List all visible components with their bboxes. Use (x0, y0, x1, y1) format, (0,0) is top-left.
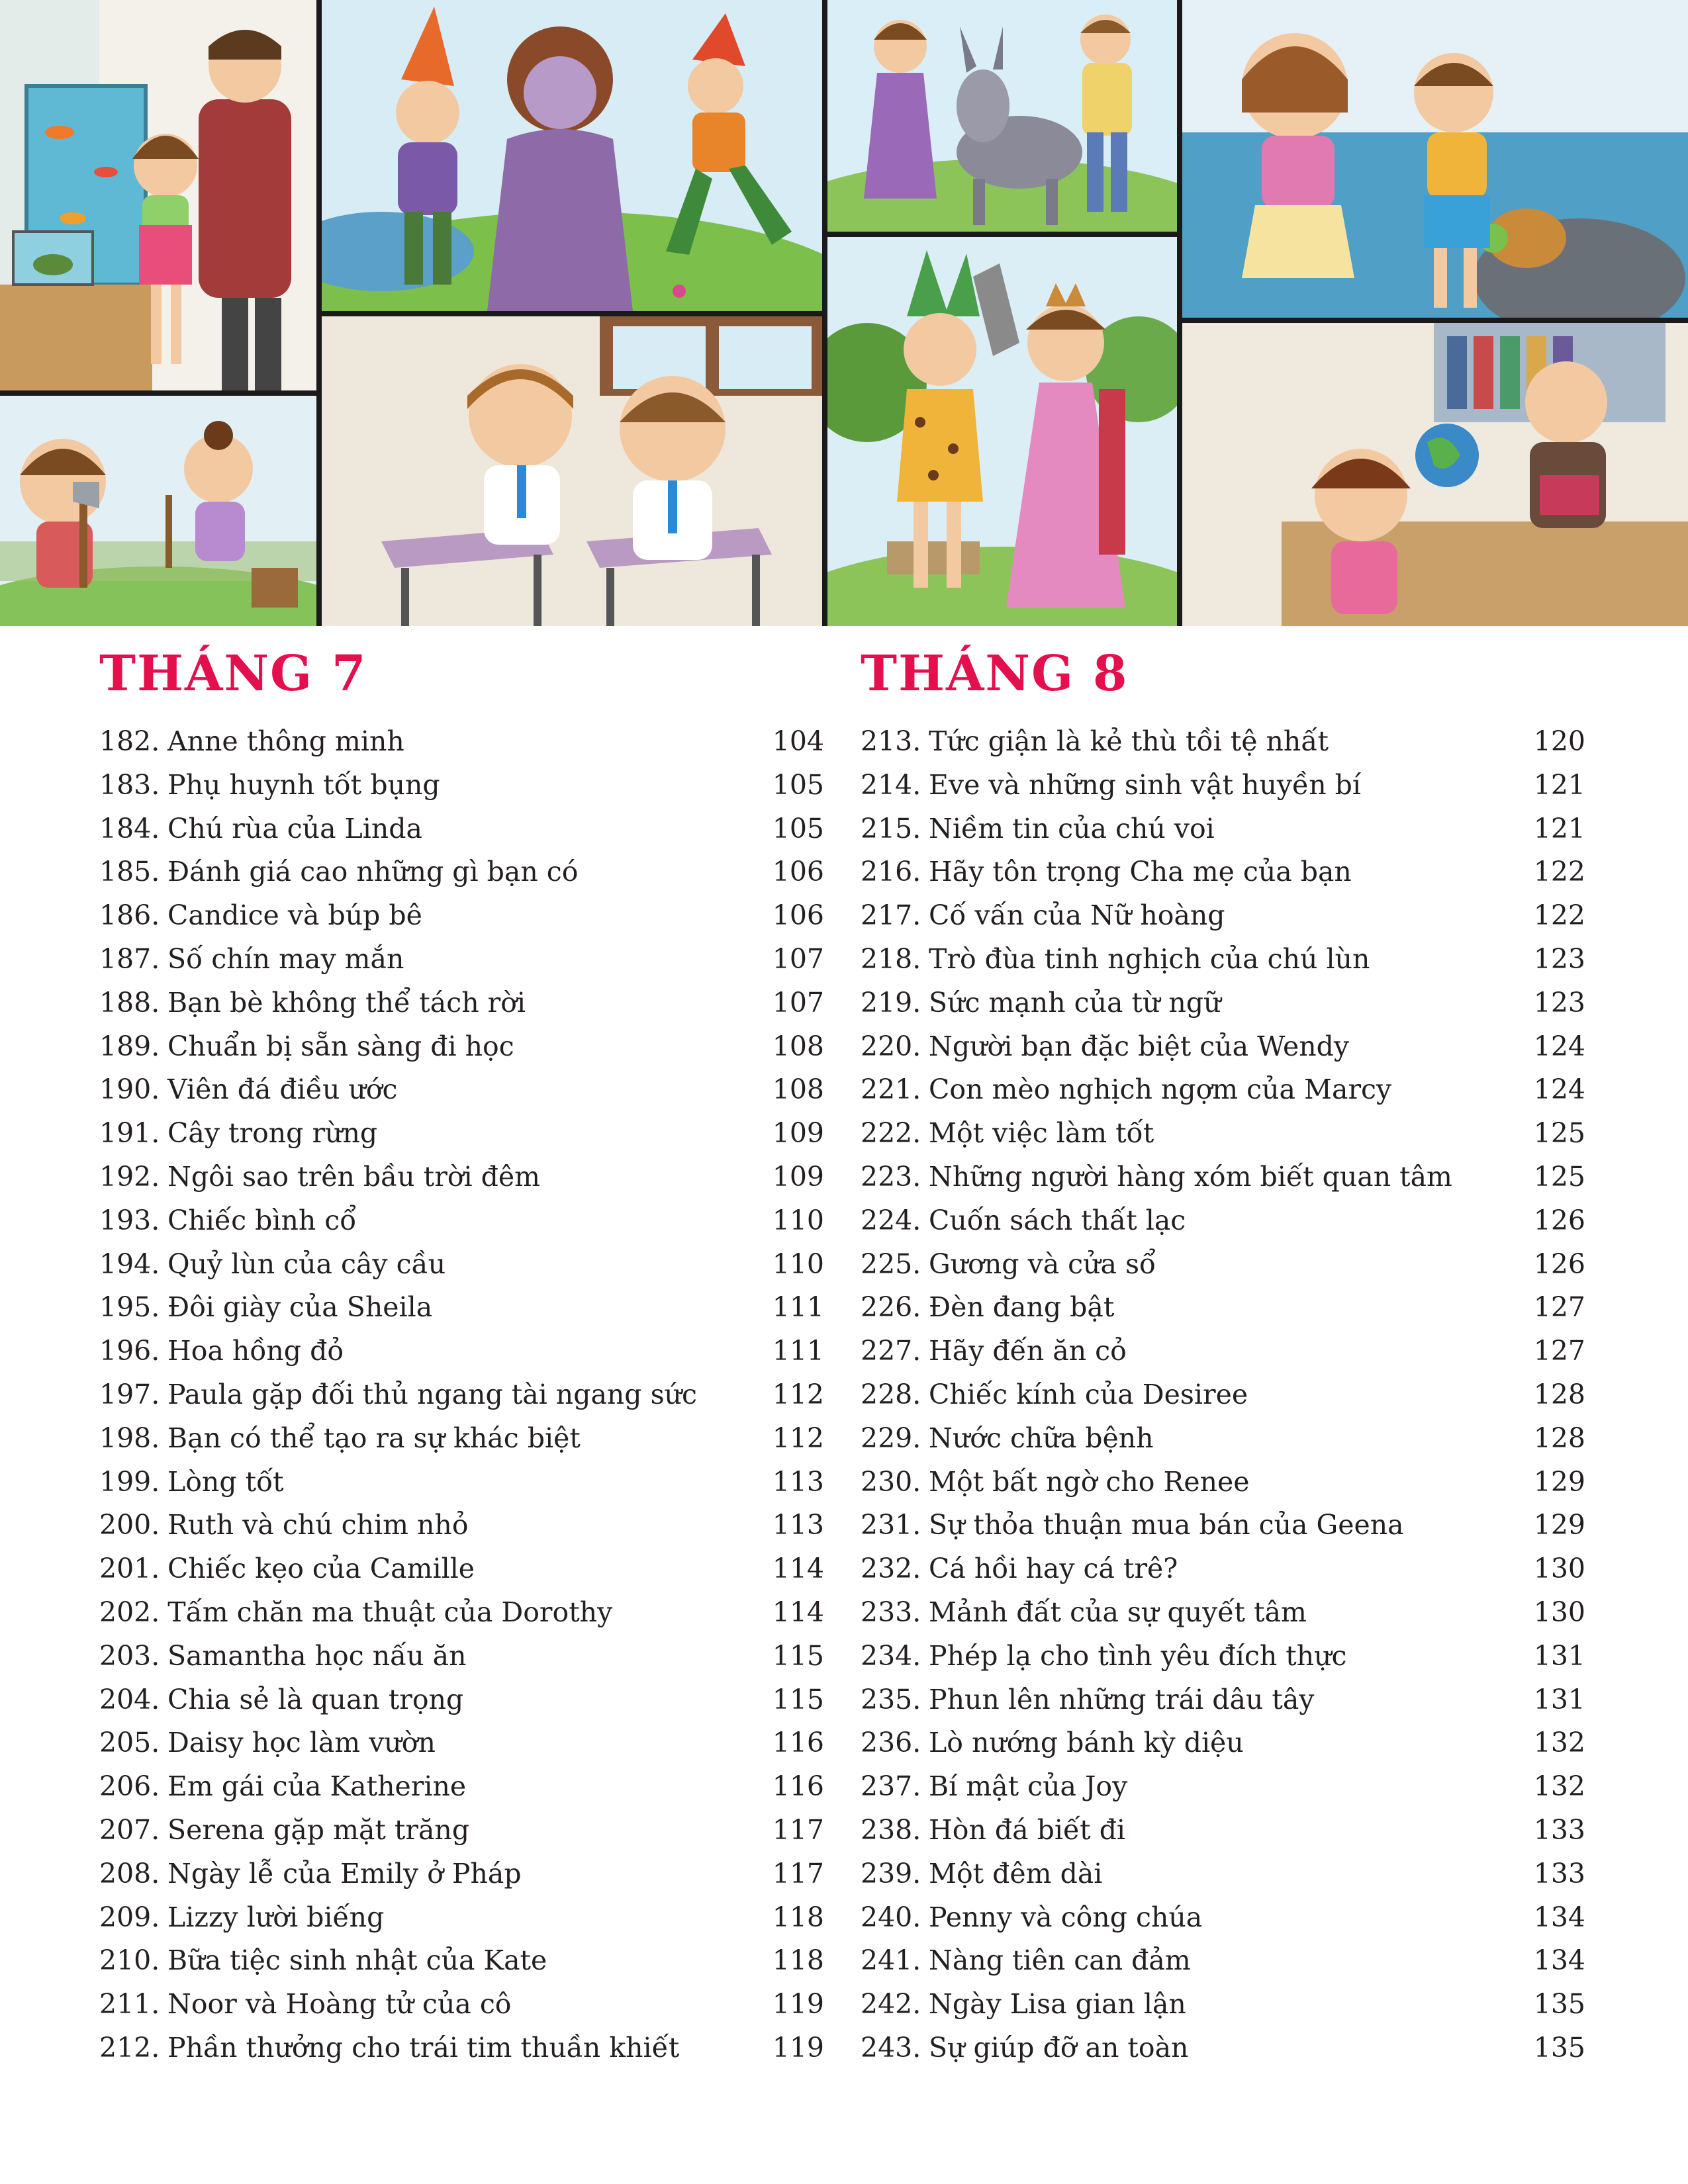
toc-entry-page: 106 (772, 899, 824, 932)
toc-entry-number: 204. (99, 1683, 160, 1715)
toc-entry-number: 225. (861, 1248, 921, 1280)
toc-entry-title: Candice và búp bê (167, 899, 422, 932)
toc-entry[interactable] (861, 1939, 1585, 1983)
toc-entry[interactable] (99, 764, 824, 807)
illustration-turtle-lake (1182, 0, 1688, 318)
toc-entry-page: 105 (772, 768, 824, 801)
toc-entry-page: 106 (772, 856, 824, 888)
toc-entry[interactable] (99, 1417, 824, 1461)
toc-entry-title: Ngày lễ của Emily ở Pháp (167, 1857, 522, 1889)
toc-entry-title: Chiếc kính của Desiree (929, 1378, 1248, 1410)
toc-entry-title: Quỷ lùn của cây cầu (167, 1248, 446, 1280)
toc-entry-title: Ruth và chú chim nhỏ (167, 1509, 469, 1541)
toc-entry-number: 189. (99, 1030, 160, 1062)
toc-entry-page: 128 (1533, 1422, 1585, 1454)
toc-entry-page: 125 (1533, 1117, 1585, 1150)
toc-entry-page: 125 (1533, 1160, 1585, 1193)
illustration-axe-girls (0, 396, 316, 626)
toc-entry-page: 123 (1533, 986, 1585, 1019)
toc-entry-page: 107 (772, 986, 824, 1019)
toc-entry[interactable] (861, 1635, 1585, 1678)
toc-entry-number: 197. (99, 1378, 160, 1410)
toc-entry-title: Sự thỏa thuận mua bán của Geena (929, 1509, 1404, 1541)
toc-entry-number: 199. (99, 1465, 160, 1498)
toc-entry-title: Lizzy lười biếng (167, 1901, 385, 1933)
toc-entry[interactable] (861, 1417, 1585, 1461)
toc-entry-page: 107 (772, 942, 824, 975)
toc-entry-title: Phép lạ cho tình yêu đích thực (929, 1639, 1347, 1672)
toc-entry-number: 236. (861, 1727, 921, 1759)
toc-entry[interactable] (861, 1112, 1585, 1156)
toc-entry-number: 206. (99, 1770, 160, 1803)
toc-entry-page: 112 (772, 1422, 824, 1454)
toc-entry-page: 121 (1533, 768, 1585, 801)
toc-entry-page: 114 (772, 1596, 824, 1628)
toc-entry[interactable] (99, 938, 824, 981)
toc-entry-number: 209. (99, 1901, 160, 1933)
toc-entry-title: Mảnh đất của sự quyết tâm (929, 1596, 1307, 1628)
toc-entry-number: 210. (99, 1944, 160, 1977)
toc-entry-page: 132 (1533, 1770, 1585, 1803)
toc-entry-number: 184. (99, 812, 160, 844)
toc-entry-number: 241. (861, 1944, 921, 1977)
toc-entry[interactable] (99, 1765, 824, 1809)
toc-entry-page: 135 (1533, 1988, 1585, 2021)
toc-entry-page: 114 (772, 1553, 824, 1585)
toc-entry-title: Chiếc kẹo của Camille (167, 1553, 475, 1585)
toc-entry[interactable] (99, 1373, 824, 1417)
toc-entry-title: Cây trong rừng (167, 1117, 378, 1150)
toc-entry[interactable] (99, 1286, 824, 1330)
illustration-collage (0, 0, 1688, 626)
toc-entry[interactable] (861, 1068, 1585, 1112)
toc-entry[interactable] (861, 1983, 1585, 2026)
toc-entry-number: 222. (861, 1117, 921, 1150)
toc-entry-number: 213. (861, 725, 921, 757)
toc-entry-page: 105 (772, 812, 824, 844)
toc-entry-number: 191. (99, 1117, 160, 1150)
toc-entry-title: Hòn đá biết đi (929, 1813, 1126, 1846)
toc-entry-number: 205. (99, 1727, 160, 1759)
illustration-donkey (827, 0, 1177, 232)
toc-entry[interactable] (99, 1896, 824, 1940)
toc-entry-number: 198. (99, 1422, 160, 1454)
toc-entry-title: Trò đùa tinh nghịch của chú lùn (929, 942, 1370, 975)
toc-entry-number: 200. (99, 1509, 160, 1541)
toc-entry-title: Em gái của Katherine (167, 1770, 467, 1803)
toc-entry-title: Đánh giá cao những gì bạn có (167, 856, 579, 888)
illustration-gnomes (322, 0, 822, 311)
illustration-donkey-art (827, 0, 1177, 232)
toc-entry-title: Cá hồi hay cá trê? (929, 1553, 1178, 1585)
toc-entry-title: Cuốn sách thất lạc (929, 1204, 1186, 1236)
toc-entry[interactable] (99, 1156, 824, 1199)
toc-entry[interactable] (861, 1852, 1585, 1896)
toc-entry[interactable] (861, 1765, 1585, 1809)
toc-entry[interactable] (861, 894, 1585, 938)
toc-entry-number: 218. (861, 942, 921, 975)
toc-august (861, 720, 1585, 2070)
toc-entry-title: Daisy học làm vườn (167, 1727, 436, 1759)
toc-entry-title: Bữa tiệc sinh nhật của Kate (167, 1944, 547, 1977)
toc-entry[interactable] (99, 1939, 824, 1983)
toc-entry-number: 190. (99, 1073, 160, 1106)
toc-entry-number: 239. (861, 1857, 921, 1889)
toc-entry-number: 182. (99, 725, 160, 757)
toc-entry-page: 108 (772, 1030, 824, 1062)
toc-entry[interactable] (861, 850, 1585, 894)
toc-entry[interactable] (99, 850, 824, 894)
toc-entry-title: Những người hàng xóm biết quan tâm (929, 1160, 1452, 1193)
toc-entry-title: Hoa hồng đỏ (167, 1335, 344, 1367)
toc-entry[interactable] (99, 1591, 824, 1635)
toc-entry[interactable] (861, 1373, 1585, 1417)
toc-entry-number: 234. (861, 1639, 921, 1672)
illustration-classroom (322, 316, 822, 626)
toc-entry-title: Niềm tin của chú voi (929, 812, 1215, 844)
toc-entry[interactable] (99, 894, 824, 938)
toc-entry-title: Chia sẻ là quan trọng (167, 1683, 464, 1715)
toc-entry-title: Số chín may mắn (167, 942, 404, 975)
toc-entry-page: 134 (1533, 1944, 1585, 1977)
toc-entry[interactable] (99, 2026, 824, 2070)
toc-entry-number: 217. (861, 899, 921, 932)
toc-entry-title: Tức giận là kẻ thù tồi tệ nhất (929, 725, 1329, 757)
toc-entry[interactable] (861, 1025, 1585, 1069)
toc-entry[interactable] (99, 1243, 824, 1287)
toc-entry-number: 227. (861, 1335, 921, 1367)
toc-entry-number: 216. (861, 856, 921, 888)
toc-entry-title: Phun lên những trái dâu tây (929, 1683, 1315, 1715)
toc-entry-page: 109 (772, 1160, 824, 1193)
toc-entry-number: 186. (99, 899, 160, 932)
toc-entry-page: 127 (1533, 1335, 1585, 1367)
toc-entry-page: 124 (1533, 1030, 1585, 1062)
toc-entry[interactable] (861, 1809, 1585, 1852)
toc-entry-page: 110 (772, 1248, 824, 1280)
toc-entry-page: 115 (772, 1639, 824, 1672)
toc-entry-page: 135 (1533, 2031, 1585, 2064)
toc-entry-title: Serena gặp mặt trăng (167, 1813, 470, 1846)
toc-entry-page: 123 (1533, 942, 1585, 975)
toc-entry[interactable] (861, 1461, 1585, 1504)
toc-entry[interactable] (861, 1591, 1585, 1635)
toc-entry-number: 214. (861, 768, 921, 801)
toc-entry-number: 232. (861, 1553, 921, 1585)
toc-entry-title: Chiếc bình cổ (167, 1204, 357, 1236)
toc-entry[interactable] (99, 1983, 824, 2026)
toc-entry-number: 196. (99, 1335, 160, 1367)
toc-july (99, 720, 824, 2070)
toc-entry[interactable] (861, 1721, 1585, 1765)
toc-entry-page: 108 (772, 1073, 824, 1106)
toc-entry-page: 124 (1533, 1073, 1585, 1106)
toc-entry-number: 224. (861, 1204, 921, 1236)
toc-entry[interactable] (99, 1068, 824, 1112)
toc-entry-number: 203. (99, 1639, 160, 1672)
toc-entry-page: 110 (772, 1204, 824, 1236)
toc-entry-title: Bạn bè không thể tách rời (167, 986, 526, 1019)
toc-entry-page: 111 (772, 1335, 824, 1367)
toc-entry-page: 112 (772, 1378, 824, 1410)
toc-entry-title: Chuẩn bị sẵn sàng đi học (167, 1030, 514, 1062)
toc-entry-number: 187. (99, 942, 160, 975)
toc-entry[interactable] (99, 1809, 824, 1852)
toc-entry-number: 238. (861, 1813, 921, 1846)
toc-entry-page: 111 (772, 1291, 824, 1324)
toc-entry-number: 223. (861, 1160, 921, 1193)
toc-entry-title: Hãy đến ăn cỏ (929, 1335, 1127, 1367)
illustration-fish-tank (0, 0, 316, 390)
toc-entry-page: 119 (772, 2031, 824, 2064)
toc-entry-title: Một bất ngờ cho Renee (929, 1465, 1250, 1498)
toc-entry-number: 215. (861, 812, 921, 844)
toc-entry-page: 116 (772, 1727, 824, 1759)
toc-entry[interactable] (861, 807, 1585, 851)
toc-entry[interactable] (99, 1678, 824, 1722)
toc-entry-title: Chú rùa của Linda (167, 812, 422, 844)
toc-entry-title: Cố vấn của Nữ hoàng (929, 899, 1225, 932)
toc-entry-title: Nàng tiên can đảm (929, 1944, 1191, 1977)
toc-entry-title: Phụ huynh tốt bụng (167, 768, 440, 801)
illustration-globe (1182, 323, 1688, 626)
toc-entry-number: 220. (861, 1030, 921, 1062)
toc-entry-title: Lòng tốt (167, 1465, 284, 1498)
toc-entry-page: 117 (772, 1813, 824, 1846)
toc-entry-number: 231. (861, 1509, 921, 1541)
toc-entry-page: 121 (1533, 812, 1585, 844)
toc-entry-page: 130 (1533, 1553, 1585, 1585)
toc-entry[interactable] (861, 1156, 1585, 1199)
toc-entry[interactable] (861, 1504, 1585, 1547)
toc-entry-number: 192. (99, 1160, 160, 1193)
toc-entry[interactable] (99, 1330, 824, 1373)
toc-entry-page: 113 (772, 1509, 824, 1541)
toc-entry-page: 129 (1533, 1465, 1585, 1498)
toc-entry-title: Ngôi sao trên bầu trời đêm (167, 1160, 541, 1193)
toc-entry[interactable] (99, 1635, 824, 1678)
toc-entry-number: 188. (99, 986, 160, 1019)
toc-entry-page: 104 (772, 725, 824, 757)
toc-entry-title: Paula gặp đối thủ ngang tài ngang sức (167, 1378, 697, 1410)
illustration-princess (827, 237, 1177, 626)
toc-entry-number: 194. (99, 1248, 160, 1280)
toc-entry-number: 237. (861, 1770, 921, 1803)
toc-entry[interactable] (861, 1547, 1585, 1591)
toc-entry[interactable] (861, 1286, 1585, 1330)
toc-entry-number: 242. (861, 1988, 921, 2021)
toc-entry-number: 185. (99, 856, 160, 888)
toc-entry-page: 126 (1533, 1204, 1585, 1236)
toc-entry-number: 212. (99, 2031, 160, 2064)
toc-entry-page: 116 (772, 1770, 824, 1803)
illustration-turtle-lake-art (1182, 0, 1688, 318)
toc-entry[interactable] (861, 1896, 1585, 1940)
toc-entry-page: 132 (1533, 1727, 1585, 1759)
toc-entry-title: Sự giúp đỡ an toàn (929, 2031, 1189, 2064)
toc-entry-number: 219. (861, 986, 921, 1019)
month-heading-august: THÁNG 8 (861, 645, 1129, 702)
toc-entry[interactable] (99, 1461, 824, 1504)
illustration-globe-art (1182, 323, 1688, 626)
toc-entry-page: 131 (1533, 1683, 1585, 1715)
toc-entry-title: Ngày Lisa gian lận (929, 1988, 1186, 2021)
toc-entry-title: Hãy tôn trọng Cha mẹ của bạn (929, 856, 1352, 888)
toc-entry[interactable] (99, 1852, 824, 1896)
toc-entry[interactable] (99, 807, 824, 851)
toc-entry-page: 120 (1533, 725, 1585, 757)
toc-entry-title: Gương và cửa sổ (929, 1248, 1156, 1280)
toc-entry[interactable] (99, 1199, 824, 1243)
toc-entry[interactable] (861, 981, 1585, 1025)
toc-entry-number: 235. (861, 1683, 921, 1715)
illustration-gnomes-art (322, 0, 822, 311)
toc-entry[interactable] (99, 1112, 824, 1156)
toc-entry-page: 115 (772, 1683, 824, 1715)
toc-entry-title: Phần thưởng cho trái tim thuần khiết (167, 2031, 680, 2064)
toc-entry-page: 118 (772, 1901, 824, 1933)
toc-entry[interactable] (861, 1199, 1585, 1243)
toc-entry-title: Lò nướng bánh kỳ diệu (929, 1727, 1244, 1759)
toc-entry-page: 119 (772, 1988, 824, 2021)
toc-entry[interactable] (99, 1721, 824, 1765)
toc-entry-title: Sức mạnh của từ ngữ (929, 986, 1221, 1019)
toc-entry-number: 226. (861, 1291, 921, 1324)
toc-entry[interactable] (861, 1330, 1585, 1373)
toc-entry[interactable] (99, 1504, 824, 1547)
toc-entry-number: 202. (99, 1596, 160, 1628)
toc-entry-number: 211. (99, 1988, 160, 2021)
toc-entry[interactable] (99, 720, 824, 764)
toc-entry-title: Penny và công chúa (929, 1901, 1203, 1933)
illustration-princess-art (827, 237, 1177, 626)
toc-entry-title: Viên đá điều ước (167, 1073, 398, 1106)
toc-entry-page: 122 (1533, 899, 1585, 932)
toc-entry-number: 183. (99, 768, 160, 801)
toc-entry-page: 117 (772, 1857, 824, 1889)
toc-entry-number: 195. (99, 1291, 160, 1324)
toc-entry-number: 243. (861, 2031, 921, 2064)
toc-entry-title: Samantha học nấu ăn (167, 1639, 467, 1672)
toc-entry-page: 133 (1533, 1813, 1585, 1846)
toc-entry-title: Bạn có thể tạo ra sự khác biệt (167, 1422, 581, 1454)
month-heading-july: THÁNG 7 (99, 645, 367, 702)
toc-entry[interactable] (861, 1678, 1585, 1722)
toc-entry-page: 134 (1533, 1901, 1585, 1933)
toc-entry[interactable] (861, 764, 1585, 807)
toc-entry-title: Bí mật của Joy (929, 1770, 1128, 1803)
toc-entry-title: Eve và những sinh vật huyền bí (929, 768, 1362, 801)
toc-entry-title: Đôi giày của Sheila (167, 1291, 433, 1324)
toc-entry-page: 109 (772, 1117, 824, 1150)
illustration-classroom-art (322, 316, 822, 626)
toc-entry-title: Noor và Hoàng tử của cô (167, 1988, 512, 2021)
toc-entry-title: Một việc làm tốt (929, 1117, 1154, 1150)
toc-entry[interactable] (861, 1243, 1585, 1287)
toc-entry-page: 127 (1533, 1291, 1585, 1324)
toc-entry-page: 126 (1533, 1248, 1585, 1280)
toc-entry-page: 130 (1533, 1596, 1585, 1628)
toc-entry-number: 207. (99, 1813, 160, 1846)
toc-entry-title: Đèn đang bật (929, 1291, 1115, 1324)
toc-entry-number: 233. (861, 1596, 921, 1628)
toc-entry-title: Con mèo nghịch ngợm của Marcy (929, 1073, 1392, 1106)
toc-entry[interactable] (861, 938, 1585, 981)
toc-entry[interactable] (861, 720, 1585, 764)
toc-entry-number: 240. (861, 1901, 921, 1933)
toc-entry-page: 122 (1533, 856, 1585, 888)
toc-entry-page: 133 (1533, 1857, 1585, 1889)
toc-entry-number: 229. (861, 1422, 921, 1454)
illustration-fish-tank-art (0, 0, 316, 390)
toc-entry[interactable] (99, 981, 824, 1025)
toc-entry[interactable] (861, 2026, 1585, 2070)
toc-entry[interactable] (99, 1547, 824, 1591)
toc-entry-page: 118 (772, 1944, 824, 1977)
toc-entry[interactable] (99, 1025, 824, 1069)
toc-entry-number: 228. (861, 1378, 921, 1410)
toc-entry-title: Người bạn đặc biệt của Wendy (929, 1030, 1350, 1062)
illustration-axe-girls-art (0, 396, 316, 626)
toc-entry-title: Tấm chăn ma thuật của Dorothy (167, 1596, 613, 1628)
toc-entry-number: 208. (99, 1857, 160, 1889)
toc-entry-title: Anne thông minh (167, 725, 404, 757)
toc-entry-page: 131 (1533, 1639, 1585, 1672)
toc-entry-number: 201. (99, 1553, 160, 1585)
toc-entry-title: Nước chữa bệnh (929, 1422, 1154, 1454)
toc-entry-page: 128 (1533, 1378, 1585, 1410)
toc-entry-title: Một đêm dài (929, 1857, 1103, 1889)
toc-entry-number: 221. (861, 1073, 921, 1106)
toc-entry-number: 193. (99, 1204, 160, 1236)
toc-entry-page: 113 (772, 1465, 824, 1498)
toc-entry-page: 129 (1533, 1509, 1585, 1541)
toc-entry-number: 230. (861, 1465, 921, 1498)
